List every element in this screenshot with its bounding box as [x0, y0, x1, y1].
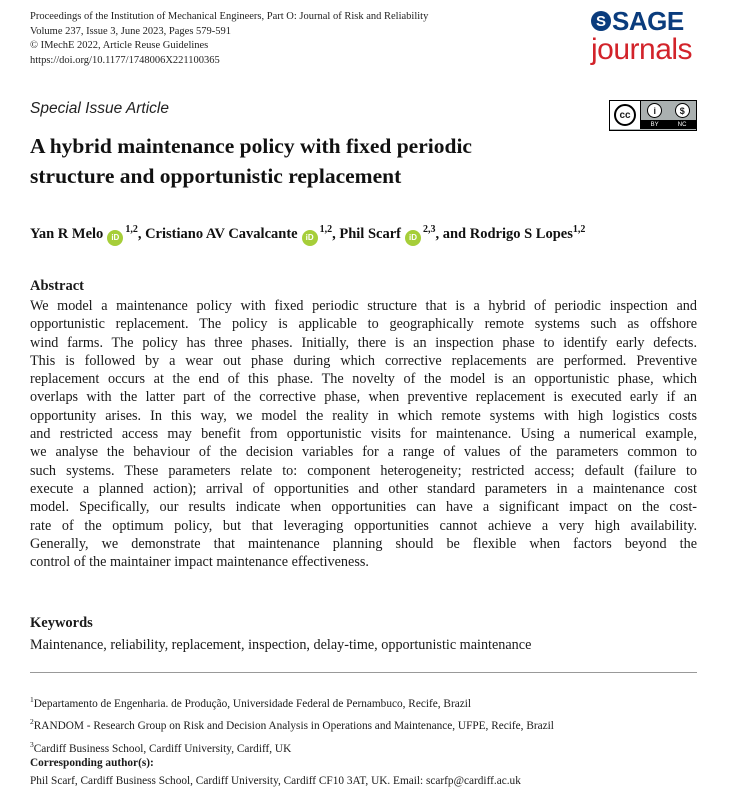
abstract-line: such systems. These parameters relate to: component heterogeneity; restricted access; default (failure to: [30, 462, 697, 479]
author-name[interactable]: Rodrigo S Lopes: [469, 225, 573, 242]
journals-wordmark: journals: [591, 33, 693, 66]
article-title: [30, 132, 472, 191]
abstract-line: we analyse the behaviour of the decision variables for a range of values of the parameters common to: [30, 444, 697, 461]
abstract-line: This is followed by a wear out phase during which corrective replacements are performed. Preventive: [30, 352, 697, 369]
abstract-line: opportunity arises. In this way, we model the reality in which remote systems with high logistics costs: [30, 407, 697, 424]
author-name[interactable]: Phil Scarf: [339, 225, 401, 242]
nc-label: NC: [677, 121, 687, 128]
article-type: Special Issue Article: [30, 100, 169, 117]
orcid-icon[interactable]: iD: [107, 230, 123, 246]
abstract-line: rate of the optimum policy, but that leveraging opportunities cannot achieve a very high availability.: [30, 517, 697, 534]
affiliation-item: [30, 691, 554, 713]
abstract-line: model. Specifically, our results indicate when opportunities can have a significant impact on the cost-: [30, 499, 697, 516]
abstract-line: Generally, we demonstrate that maintenance planning should be flexible when factors beyond the: [30, 535, 697, 552]
journal-name: Proceedings of the Institution of Mechanical Engineers, Part O: Journal of Risk and Reliability: [30, 11, 429, 22]
abstract-line: opportunistic replacement. The policy is applicable to geographically remote systems such as offshore: [30, 316, 697, 333]
affiliation-item: [30, 713, 554, 735]
author-name[interactable]: Yan R Melo: [30, 225, 104, 242]
nc-icon: $: [675, 103, 690, 118]
doi-link[interactable]: https://doi.org/10.1177/1748006X221100365: [30, 54, 220, 66]
orcid-icon[interactable]: iD: [405, 230, 421, 246]
affiliations: [30, 691, 554, 758]
author-list: [30, 224, 585, 246]
author-separator: , and: [435, 225, 470, 242]
abstract-line: wind farms. The policy has three phases. Initially, there is an inspection phase to identify early defects.: [30, 334, 697, 351]
author-name[interactable]: Cristiano AV Cavalcante: [145, 225, 298, 242]
publication-meta: [30, 10, 428, 68]
author-affil-sup: 1,2: [319, 224, 333, 235]
author-affil-sup: 2,3: [422, 224, 436, 235]
keywords-list: Maintenance, reliability, replacement, inspection, delay-time, opportunistic maintenance: [30, 637, 532, 653]
affiliation-text: Departamento de Engenharia. de Produção, Universidade Federal de Pernambuco, Recife, Brazil: [33, 697, 472, 710]
keywords-heading: Keywords: [30, 615, 93, 631]
affiliation-number: 2: [30, 717, 34, 727]
sage-wordmark: SAGE: [612, 6, 684, 36]
sage-s-icon: S: [591, 11, 611, 31]
abstract-line: control of the maintainer impact maintenance effectiveness.: [30, 554, 369, 571]
affiliation-item: [30, 736, 554, 758]
volume-info: Volume 237, Issue 3, June 2023, Pages 579-591: [30, 25, 232, 37]
abstract-line: and restricted access may benefit from opportunistic visits for maintenance. Using a numerical example,: [30, 426, 697, 443]
abstract-line: replacement occurs at the end of this phase. The novelty of the model is an opportunistic phase, which: [30, 371, 697, 388]
cc-icon: cc: [614, 104, 636, 126]
cc-license-badge[interactable]: [609, 100, 697, 131]
corresponding-heading: Corresponding author(s):: [30, 757, 154, 769]
by-label: BY: [650, 121, 659, 128]
author-separator: ,: [332, 225, 340, 242]
by-icon: i: [647, 103, 662, 118]
affiliation-number: 3: [30, 739, 34, 749]
orcid-icon[interactable]: iD: [302, 230, 318, 246]
abstract-line: We model a maintenance policy with fixed periodic structure that is a hybrid of periodic inspection and: [30, 298, 697, 314]
title-line: structure and opportunistic replacement: [30, 163, 402, 188]
corresponding-author[interactable]: Phil Scarf, Cardiff Business School, Cardiff University, Cardiff CF10 3AT, UK. Email: scarfp@cardiff.ac.uk: [30, 775, 521, 787]
abstract-line: execute a planned action); arrival of opportunities and other standard parameters in a maintenance cost: [30, 480, 697, 497]
author-affil-sup: 1,2: [572, 224, 586, 235]
affiliation-text: Cardiff Business School, Cardiff University, Cardiff, UK: [33, 742, 292, 755]
affiliation-number: 1: [30, 695, 34, 704]
abstract-heading: Abstract: [30, 278, 84, 294]
title-line: A hybrid maintenance policy with fixed periodic: [30, 134, 472, 158]
sage-journals-logo[interactable]: [591, 8, 716, 74]
copyright-line[interactable]: © IMechE 2022, Article Reuse Guidelines: [30, 40, 209, 52]
abstract-body: [30, 297, 697, 571]
author-separator: ,: [137, 225, 146, 242]
affiliation-text: RANDOM - Research Group on Risk and Decision Analysis in Operations and Maintenance, UFPE, Recife, Brazil: [33, 720, 554, 733]
author-affil-sup: 1,2: [125, 224, 138, 235]
divider: [30, 672, 697, 673]
abstract-line: overlaps with the latter part of the corrective phase, when preventive replacement is executed early if an: [30, 389, 697, 406]
